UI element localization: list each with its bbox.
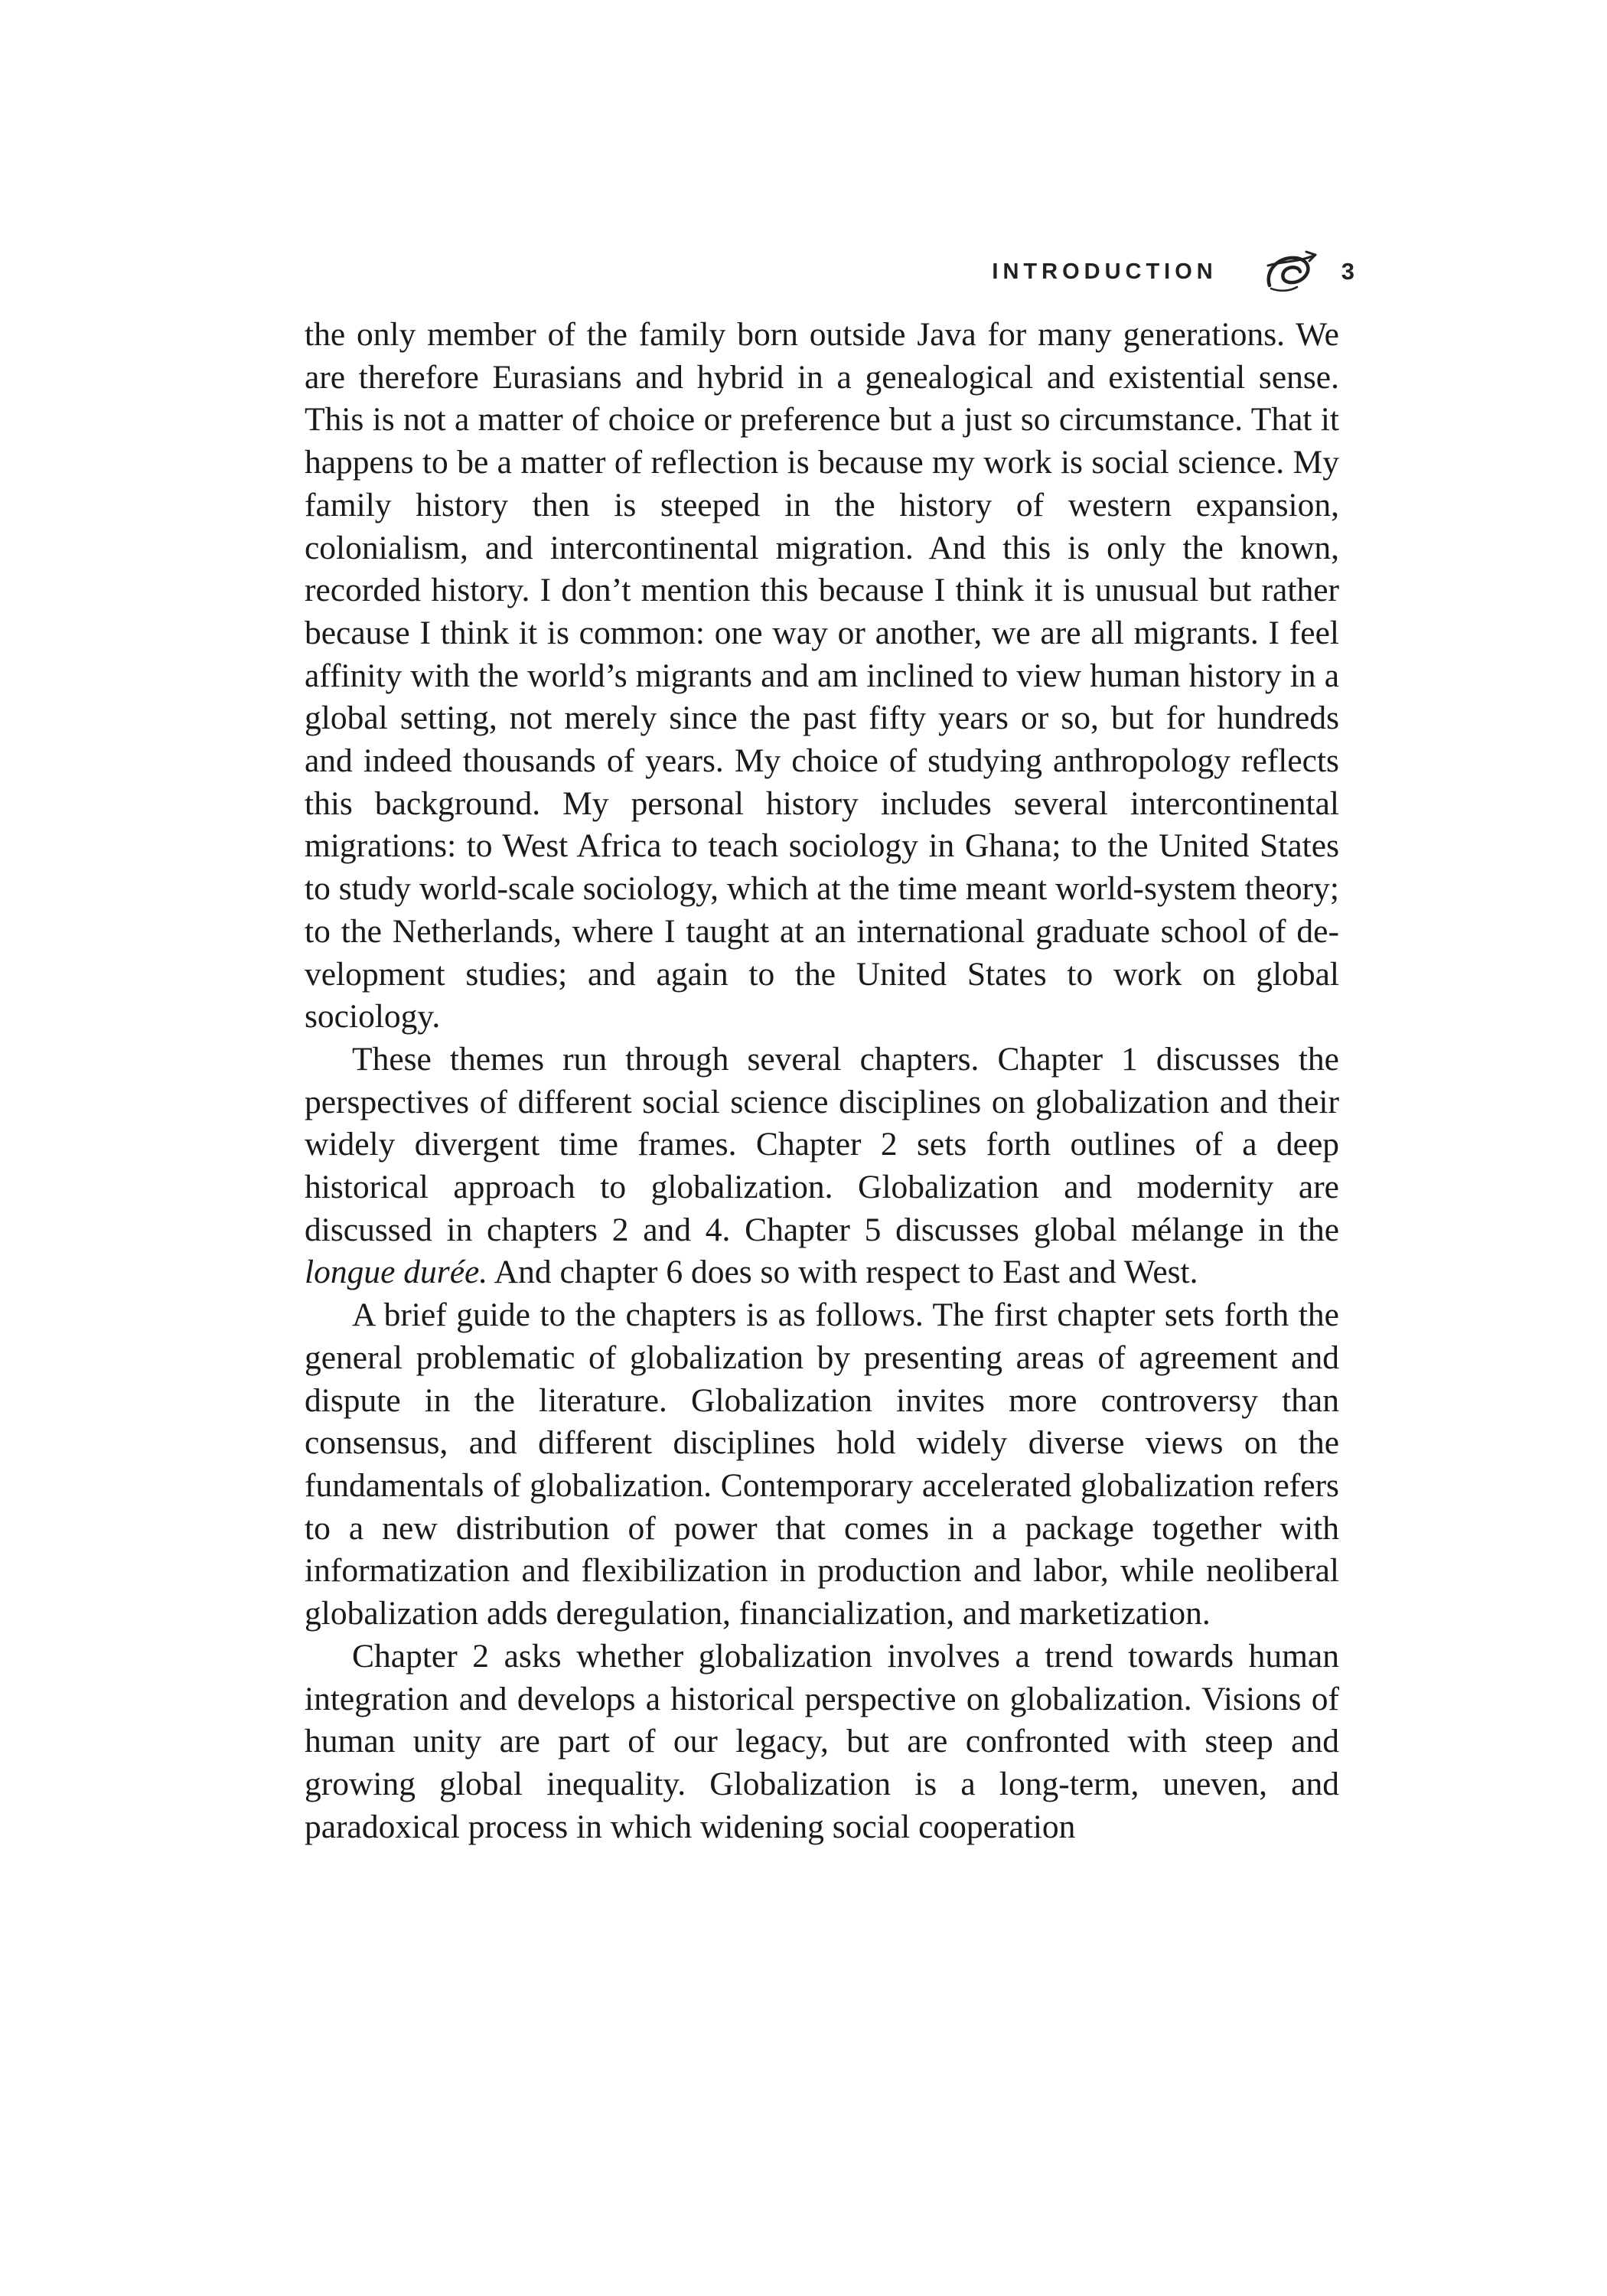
paragraph-text: And chapter 6 does so with respect to East and West. <box>487 1254 1198 1291</box>
italic-term: longue durée. <box>305 1254 488 1291</box>
running-head <box>857 249 1354 295</box>
chapter-title: INTRODUCTION <box>992 259 1217 284</box>
paragraph-text: These themes run through several chapters. Chapter 1 discusses the perspectives of different social science disciplines on globalization and their widely divergent time frames. Chapter 2 sets forth outlines of a deep historical approach to globalization. Globalization and modernity are discussed in chapters 2 and 4. Chapter 5 discusses global mélange in the <box>305 1040 1339 1248</box>
paragraph: Chapter 2 asks whether globalization involves a trend towards human integration and develops a historical perspective on globalization. Visions of human unity are part of our legacy, but are confronted with steep and growing global inequality. Globalization is a long-term, uneven, and paradoxical process in which widening social cooperation <box>305 1637 1339 1845</box>
paragraph <box>305 1039 1339 1294</box>
page-number: 3 <box>1341 258 1354 285</box>
paragraph: A brief guide to the chapters is as follows. The first chapter sets forth the general problematic of globalization by presenting areas of agreement and dispute in the literature. Globalization invites more controversy than consensus, and different disciplines hold widely diverse views on the fundamentals of globalization. Contemporary accelerated globalization refers to a new distribution of power that comes in a package together with informatization and flexibilization in production and labor, while neoliberal globalization adds deregulation, financialization, and marketization. <box>305 1296 1339 1632</box>
swirl-ornament-icon <box>1262 249 1319 295</box>
body-text <box>305 314 1339 1848</box>
paragraph: the only member of the family born outside Java for many generations. We are therefore Eurasians and hybrid in a genealogical and existential sense. This is not a matter of choice or preference but a just so circumstance. That it happens to be a matter of reflection is because my work is social science. My family history then is steeped in the history of western expansion, colonialism, and intercontinental migration. And this is only the known, recorded history. I don’t mention this because I think it is unusual but rather because I think it is common: one way or another, we are all migrants. I feel affinity with the world’s migrants and am inclined to view human history in a global setting, not merely since the past fifty years or so, but for hundreds and indeed thousands of years. My choice of studying anthropology reflects this background. My personal history includes several intercontinental migrations: to West Africa to teach sociology in Ghana; to the United States to study world-scale sociology, which at the time meant world-system theory; to the Netherlands, where I taught at an international graduate school of development studies; and again to the United States to work on global sociology. <box>305 316 1339 1035</box>
